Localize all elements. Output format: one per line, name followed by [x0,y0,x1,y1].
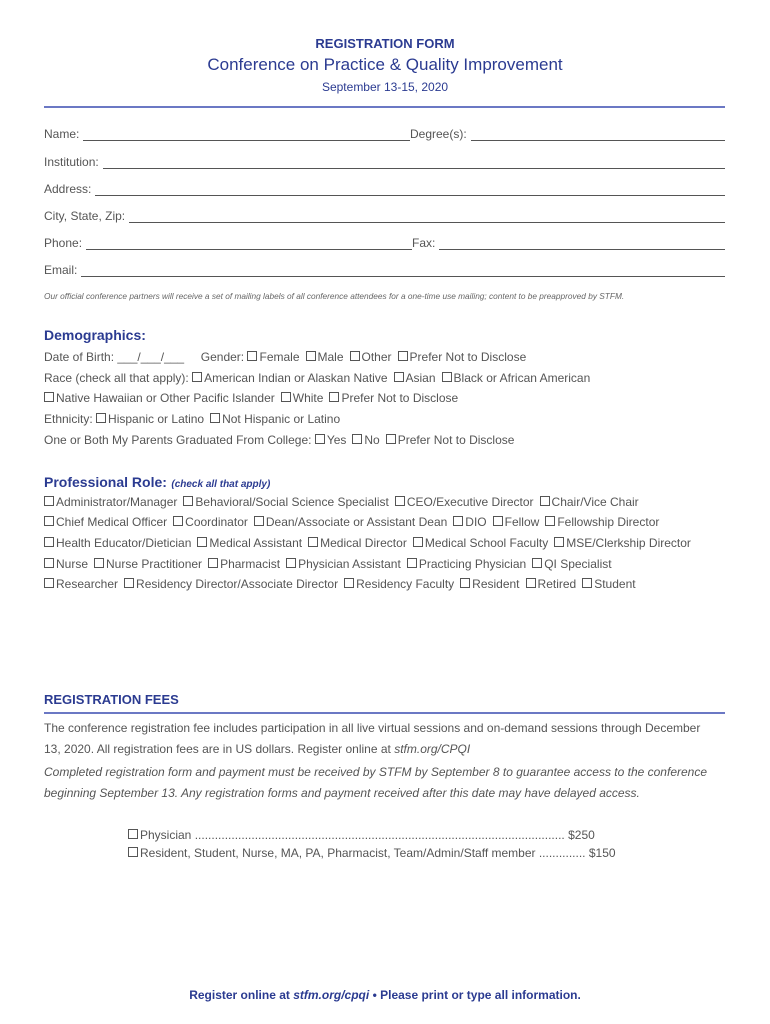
checkbox-label: Administrator/Manager [56,495,178,509]
footer-suffix: • Please print or type all information. [369,988,581,1002]
fees-divider [44,712,725,714]
checkbox[interactable] [128,829,138,839]
checkbox[interactable] [453,516,463,526]
checkbox-option[interactable] [407,557,526,571]
checkbox[interactable] [407,558,417,568]
checkbox[interactable] [394,372,404,382]
checkbox[interactable] [124,578,134,588]
checkbox-option[interactable] [44,391,275,405]
checkbox-option[interactable] [254,515,447,529]
role-options-2 [44,515,665,529]
checkbox[interactable] [350,351,360,361]
checkbox-label: American Indian or Alaskan Native [204,371,388,385]
checkbox[interactable] [281,392,291,402]
checkbox[interactable] [44,496,54,506]
degrees-field[interactable] [410,127,725,141]
checkbox[interactable] [210,413,220,423]
checkbox[interactable] [582,578,592,588]
checkbox-option[interactable] [352,433,379,447]
checkbox-label: Hispanic or Latino [108,412,205,426]
checkbox-option[interactable] [208,557,280,571]
professional-role-subheading: (check all that apply) [171,479,271,490]
checkbox[interactable] [192,372,202,382]
checkbox[interactable] [315,434,325,444]
checkbox[interactable] [44,392,54,402]
checkbox-label: Asian [405,371,436,385]
checkbox[interactable] [44,578,54,588]
checkbox-option[interactable] [554,536,691,550]
checkbox-option[interactable] [183,495,388,509]
checkbox[interactable] [197,537,207,547]
checkbox[interactable] [128,847,138,857]
city-state-zip-label: City, State, Zip: [44,209,126,223]
gender-label: Gender: [200,350,245,364]
checkbox[interactable] [460,578,470,588]
role-options-4 [44,557,618,571]
register-link[interactable]: stfm.org/CPQI [394,742,471,756]
fee-label: Resident, Student, Nurse, MA, PA, Pharmacist, Team/Admin/Staff member [140,846,536,860]
checkbox-option[interactable] [210,412,340,426]
checkbox-option[interactable] [247,350,299,364]
gender-options [247,350,532,364]
fee-price: $150 [588,846,616,860]
checkbox-label: Fellow [504,515,540,529]
checkbox[interactable] [94,558,104,568]
ethnicity-options [96,412,346,426]
checkbox-label: Medical Assistant [209,536,303,550]
role-options-1 [44,495,645,509]
name-line[interactable] [83,127,410,141]
checkbox[interactable] [329,392,339,402]
race-options-1 [192,371,596,385]
checkbox-option[interactable] [308,536,407,550]
name-field[interactable] [44,127,410,141]
parents-options [315,433,521,447]
checkbox-label: Not Hispanic or Latino [222,412,341,426]
degrees-label: Degree(s): [410,127,467,141]
institution-field[interactable] [44,155,725,169]
checkbox-label: Chair/Vice Chair [551,495,639,509]
footer-prefix: Register online at [189,988,294,1002]
checkbox[interactable] [44,516,54,526]
checkbox-option[interactable] [306,350,344,364]
checkbox-option[interactable] [197,536,302,550]
deadline-line-2: beginning September 13. Any registration forms and payment received after this date may have delayed access. [44,786,640,800]
checkbox-option[interactable] [173,515,248,529]
checkbox-label: Health Educator/Dietician [56,536,192,550]
checkbox-label: Residency Director/Associate Director [136,577,339,591]
checkbox-label: Nurse [56,557,89,571]
demographics-heading: Demographics: [44,327,146,343]
footer-link[interactable]: stfm.org/cpqi [293,988,370,1002]
checkbox-label: Prefer Not to Disclose [341,391,459,405]
checkbox-option[interactable] [398,350,527,364]
role-options-3 [44,536,697,550]
parents-row [44,433,520,447]
checkbox[interactable] [493,516,503,526]
checkbox[interactable] [545,516,555,526]
checkbox[interactable] [532,558,542,568]
phone-label: Phone: [44,236,83,250]
fee-option-resident[interactable] [128,846,616,860]
checkbox[interactable] [526,578,536,588]
checkbox-label: Female [259,350,300,364]
checkbox[interactable] [173,516,183,526]
checkbox[interactable] [247,351,257,361]
email-line[interactable] [81,263,725,277]
checkbox-label: QI Specialist [544,557,612,571]
checkbox[interactable] [44,558,54,568]
checkbox-option[interactable] [442,371,591,385]
checkbox[interactable] [344,578,354,588]
fee-leader-dots: ............................................................................................................... [191,828,569,842]
checkbox[interactable] [254,516,264,526]
checkbox[interactable] [306,351,316,361]
fax-line[interactable] [439,236,725,250]
checkbox-label: Chief Medical Officer [56,515,168,529]
checkbox-option[interactable] [350,350,392,364]
checkbox[interactable] [386,434,396,444]
phone-line[interactable] [86,236,412,250]
checkbox-option[interactable] [394,371,436,385]
fee-label: Physician [140,828,192,842]
checkbox-label: White [292,391,324,405]
checkbox-label: Native Hawaiian or Other Pacific Islander [56,391,275,405]
fees-heading: REGISTRATION FEES [44,692,179,707]
checkbox[interactable] [208,558,218,568]
checkbox[interactable] [413,537,423,547]
checkbox-option[interactable] [192,371,387,385]
deadline-paragraph [44,762,734,804]
checkbox-label: MSE/Clerkship Director [566,536,691,550]
checkbox[interactable] [395,496,405,506]
degrees-line[interactable] [471,127,725,141]
checkbox-option[interactable] [493,515,540,529]
checkbox-label: Male [317,350,344,364]
checkbox-label: Pharmacist [220,557,281,571]
ethnicity-row [44,412,346,426]
role-options-5 [44,577,642,591]
email-field[interactable] [44,263,725,277]
fees-paragraph-text: 13, 2020. All registration fees are in US dollars. Register online at [44,742,395,756]
address-line[interactable] [95,182,725,196]
fee-option-physician[interactable] [128,828,595,842]
race-row-2 [44,391,464,405]
checkbox-option[interactable] [395,495,534,509]
parents-label: One or Both My Parents Graduated From College: [44,433,312,447]
institution-label: Institution: [44,155,99,169]
page-title: Conference on Practice & Quality Improvement [207,55,563,74]
checkbox-option[interactable] [44,577,118,591]
checkbox-option[interactable] [44,557,88,571]
race-label: Race (check all that apply): [44,371,189,385]
form-label: REGISTRATION FORM [315,36,455,51]
checkbox[interactable] [183,496,193,506]
checkbox[interactable] [352,434,362,444]
checkbox-label: Black or African American [453,371,591,385]
ethnicity-label: Ethnicity: [44,412,93,426]
address-label: Address: [44,182,92,196]
role-row-1 [44,495,645,509]
role-row-4 [44,557,618,571]
professional-role-heading: Professional Role: [44,474,167,490]
checkbox-option[interactable] [124,577,338,591]
checkbox-label: Dean/Associate or Assistant Dean [265,515,448,529]
partner-note: Our official conference partners will receive a set of mailing labels of all conference attendees for a one-time use mailing; content to be preapproved by STFM. [44,291,625,301]
checkbox-option[interactable] [460,577,519,591]
checkbox-option[interactable] [413,536,548,550]
checkbox-label: Prefer Not to Disclose [409,350,527,364]
checkbox-label: Medical Director [320,536,407,550]
checkbox-label: Coordinator [185,515,248,529]
checkbox-label: Behavioral/Social Science Specialist [195,495,389,509]
checkbox[interactable] [540,496,550,506]
fees-paragraph-line-1: The conference registration fee includes participation in all live virtual sessions and on-demand sessions through December [44,721,701,735]
fax-label: Fax: [412,236,436,250]
checkbox-option[interactable] [44,515,167,529]
checkbox[interactable] [96,413,106,423]
checkbox-option[interactable] [582,577,635,591]
checkbox-option[interactable] [545,515,659,529]
checkbox-label: Physician Assistant [298,557,401,571]
email-label: Email: [44,263,78,277]
race-options-2 [44,391,464,405]
checkbox-option[interactable] [44,495,177,509]
checkbox-label: DIO [465,515,487,529]
checkbox[interactable] [308,537,318,547]
fees-paragraph-line-2 [44,739,734,760]
professional-role-header [44,474,270,492]
checkbox-option[interactable] [386,433,515,447]
checkbox[interactable] [398,351,408,361]
dob-label: Date of Birth: ___/___/___ [44,350,185,364]
race-row-1 [44,371,596,385]
role-row-2 [44,515,665,529]
checkbox-option[interactable] [526,577,577,591]
checkbox-label: Prefer Not to Disclose [397,433,515,447]
checkbox-label: No [364,433,380,447]
checkbox[interactable] [442,372,452,382]
deadline-line-1: Completed registration form and payment must be received by STFM by September 8 to guarantee access to the conference [44,765,708,779]
fax-field[interactable] [412,236,725,250]
checkbox-label: Yes [326,433,347,447]
fee-leader-dots: .............. [535,846,589,860]
checkbox-label: Residency Faculty [356,577,455,591]
checkbox[interactable] [44,537,54,547]
checkbox-label: Nurse Practitioner [106,557,203,571]
checkbox-label: Practicing Physician [418,557,527,571]
role-row-3 [44,536,697,550]
phone-field[interactable] [44,236,412,250]
checkbox[interactable] [286,558,296,568]
checkbox-option[interactable] [540,495,639,509]
checkbox-label: Medical School Faculty [424,536,549,550]
checkbox-label: Fellowship Director [557,515,660,529]
checkbox-label: Researcher [56,577,119,591]
checkbox-option[interactable] [96,412,204,426]
checkbox-option[interactable] [315,433,347,447]
city-state-zip-field[interactable] [44,209,725,223]
header-divider [44,106,725,108]
city-state-zip-line[interactable] [129,209,725,223]
checkbox-option[interactable] [286,557,401,571]
checkbox-label: Resident [472,577,520,591]
role-row-5 [44,577,642,591]
name-label: Name: [44,127,80,141]
footer [0,988,770,1002]
checkbox-option[interactable] [94,557,202,571]
checkbox-label: Retired [537,577,577,591]
checkbox-option[interactable] [532,557,611,571]
conference-dates: September 13-15, 2020 [321,80,449,94]
checkbox-option[interactable] [329,391,458,405]
address-field[interactable] [44,182,725,196]
checkbox-option[interactable] [344,577,454,591]
checkbox-option[interactable] [453,515,486,529]
fees-paragraph [44,718,734,760]
checkbox[interactable] [554,537,564,547]
checkbox-label: CEO/Executive Director [406,495,534,509]
checkbox-option[interactable] [281,391,324,405]
fee-price: $250 [568,828,595,842]
checkbox-option[interactable] [44,536,191,550]
dob-gender-row [44,350,532,364]
institution-line[interactable] [103,155,725,169]
checkbox-label: Student [594,577,636,591]
checkbox-label: Other [361,350,392,364]
